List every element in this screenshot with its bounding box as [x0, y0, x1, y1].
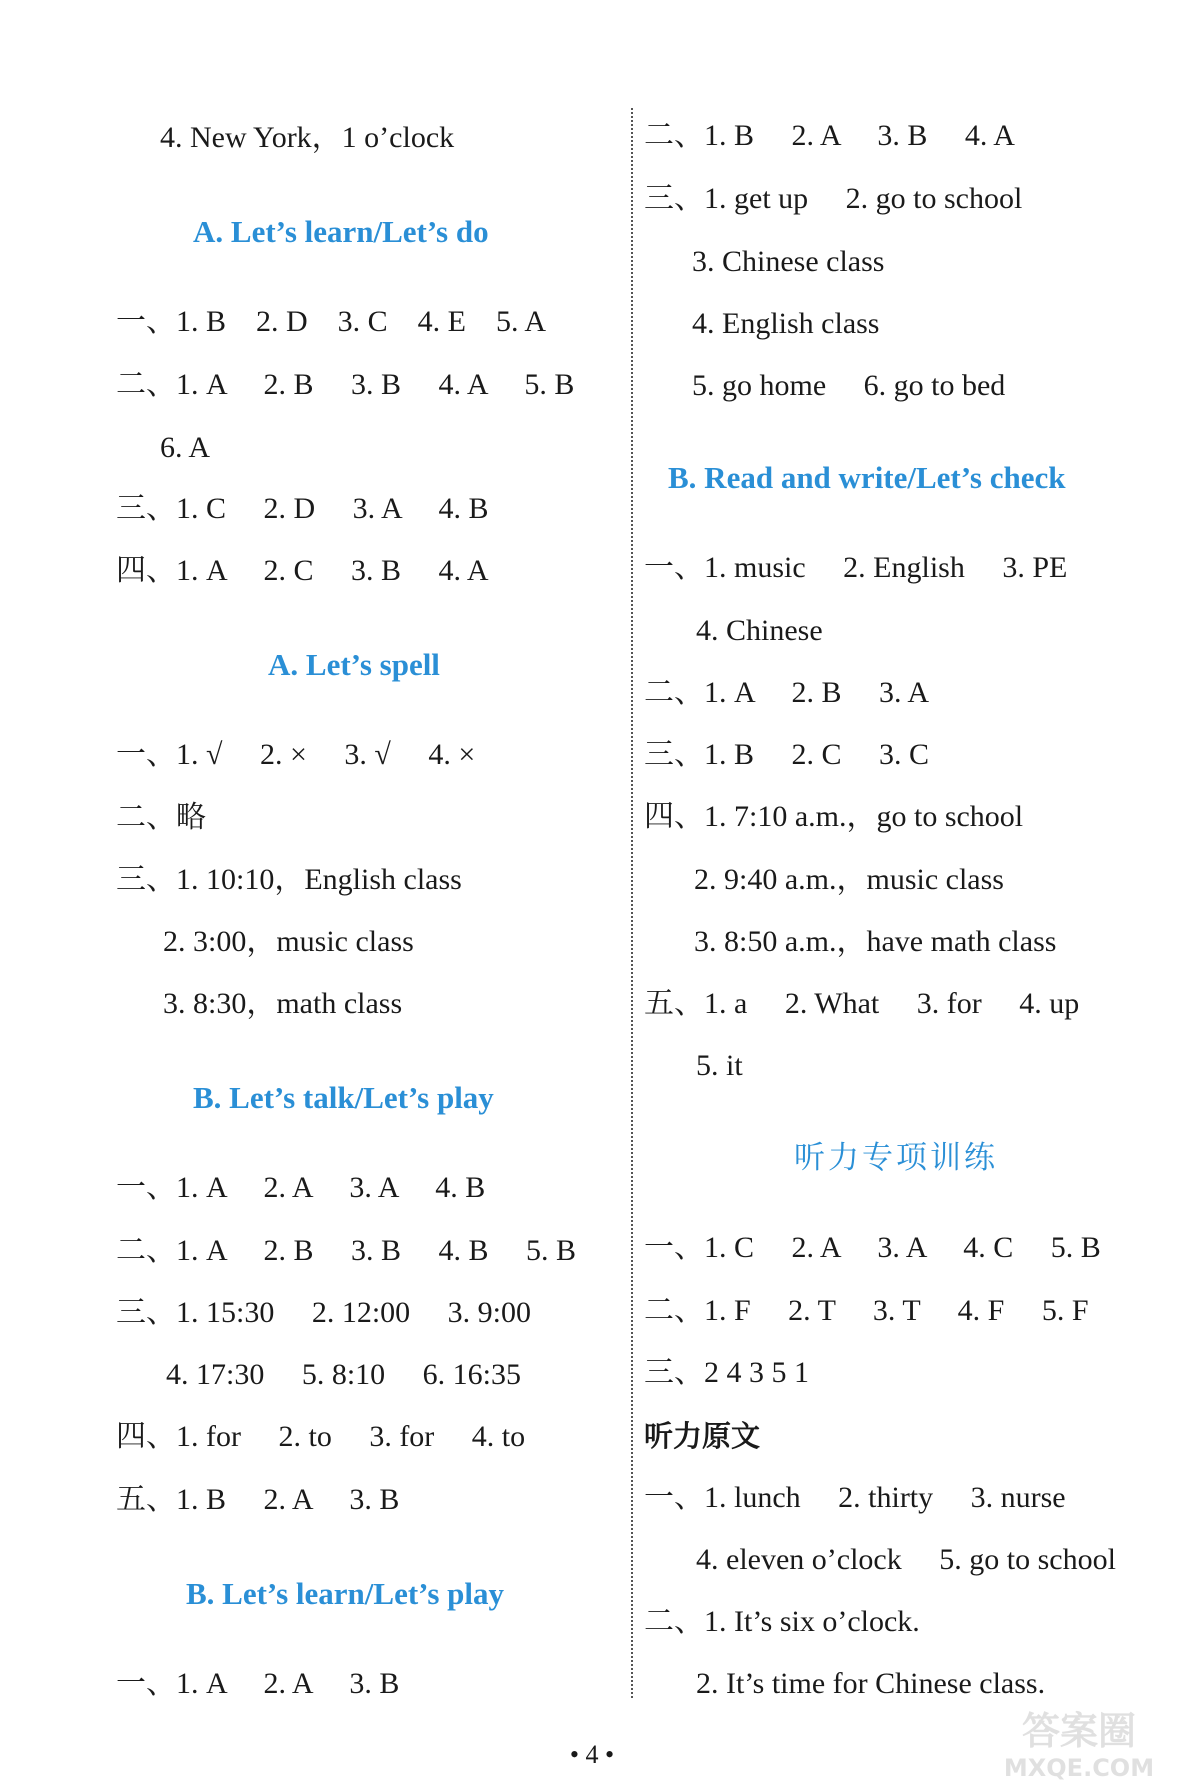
answer-line: 三、1. C 2. D 3. A 4. B	[116, 492, 489, 525]
answer-line: 4. English class	[692, 307, 880, 340]
section-heading: A. Let’s learn/Let’s do	[193, 214, 489, 249]
answer-line: 一、1. C 2. A 3. A 4. C 5. B	[644, 1231, 1101, 1264]
answer-line: 二、1. It’s six o’clock.	[644, 1605, 920, 1638]
answer-line: 一、1. A 2. A 3. B	[116, 1667, 400, 1700]
answer-line: 一、1. A 2. A 3. A 4. B	[116, 1171, 486, 1204]
answer-line: 三、1. 10:10，English class	[116, 863, 462, 896]
watermark-url: MXQE.COM	[1003, 1754, 1155, 1782]
answer-line: 3. Chinese class	[692, 245, 885, 278]
answer-line: 4. eleven o’clock 5. go to school	[696, 1543, 1116, 1576]
answer-line: 二、1. B 2. A 3. B 4. A	[644, 119, 1015, 152]
answer-line: 二、1. A 2. B 3. B 4. A 5. B	[116, 368, 575, 401]
answer-line: 5. it	[696, 1049, 743, 1082]
answer-line: 3. 8:30，math class	[163, 987, 403, 1020]
answer-line: 一、1. √ 2. × 3. √ 4. ×	[116, 738, 476, 771]
answer-line: 一、1. music 2. English 3. PE	[644, 551, 1068, 584]
answer-line: 三、1. 15:30 2. 12:00 3. 9:00	[116, 1296, 532, 1329]
watermark-logo-icon	[994, 1702, 1164, 1782]
answer-line: 二、1. A 2. B 3. B 4. B 5. B	[116, 1234, 577, 1267]
section-heading: 听力专项训练	[794, 1140, 998, 1176]
answer-line: 四、1. for 2. to 3. for 4. to	[116, 1420, 526, 1453]
answer-line: 三、1. get up 2. go to school	[644, 182, 1023, 215]
answer-line: 4. 17:30 5. 8:10 6. 16:35	[166, 1358, 522, 1391]
answer-line: 三、2 4 3 5 1	[644, 1356, 809, 1389]
answer-line: 5. go home 6. go to bed	[692, 369, 1006, 402]
answer-line: 3. 8:50 a.m.，have math class	[694, 925, 1057, 958]
section-heading: B. Let’s talk/Let’s play	[193, 1080, 494, 1115]
answer-line: 二、1. A 2. B 3. A	[644, 676, 930, 709]
section-heading: B. Read and write/Let’s check	[668, 460, 1066, 495]
answer-line: 2. It’s time for Chinese class.	[696, 1667, 1046, 1700]
answer-line: 2. 9:40 a.m.，music class	[694, 863, 1004, 896]
answer-line: 一、1. lunch 2. thirty 3. nurse	[644, 1481, 1066, 1514]
answer-line: 四、1. 7:10 a.m.，go to school	[644, 800, 1024, 833]
answer-line: 2. 3:00，music class	[163, 925, 414, 958]
answer-line: 五、1. B 2. A 3. B	[116, 1483, 400, 1516]
section-heading: A. Let’s spell	[268, 647, 440, 682]
answer-line: 三、1. B 2. C 3. C	[644, 738, 930, 771]
section-heading: B. Let’s learn/Let’s play	[186, 1576, 505, 1611]
answer-line: 4. Chinese	[696, 614, 823, 647]
answer-line: 4. New York，1 o’clock	[160, 121, 455, 154]
answer-line: 四、1. A 2. C 3. B 4. A	[116, 554, 489, 587]
answer-line: 6. A	[160, 431, 211, 464]
answer-line: 一、1. B 2. D 3. C 4. E 5. A	[116, 305, 547, 338]
answer-line: 二、略	[116, 801, 206, 834]
page-number: • 4 •	[569, 1740, 615, 1769]
right-column	[632, 0, 1184, 1792]
watermark-text: 答案圈	[1021, 1709, 1137, 1753]
listening-script-label: 听力原文	[644, 1419, 761, 1453]
answer-line: 五、1. a 2. What 3. for 4. up	[644, 987, 1080, 1020]
answer-line: 二、1. F 2. T 3. T 4. F 5. F	[644, 1294, 1089, 1327]
